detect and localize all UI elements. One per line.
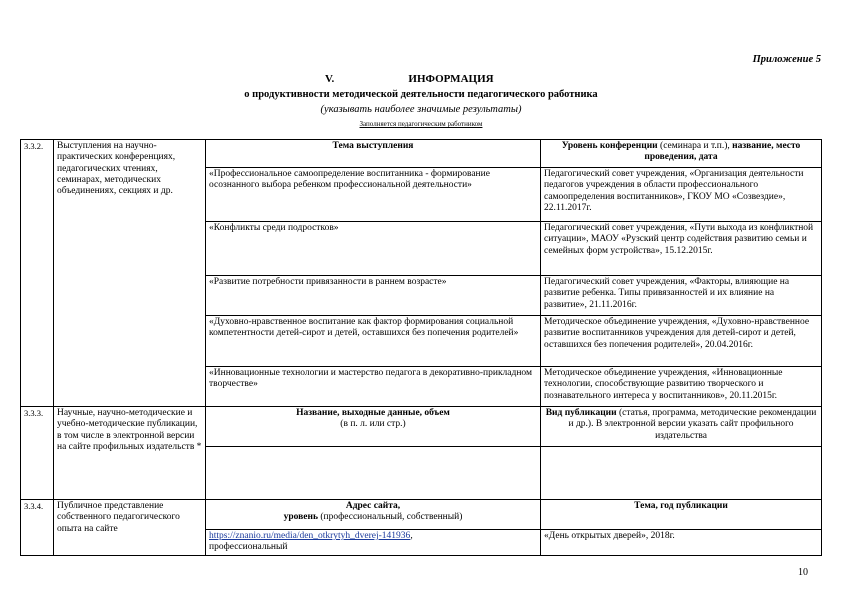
document-subtitle: о продуктивности методической деятельности педагогического работника — [244, 89, 598, 100]
fill-note: Заполняется педагогическим работником — [359, 120, 483, 128]
column-header-topic: Тема выступления — [206, 140, 541, 168]
empty-cell — [206, 447, 541, 500]
level-cell: Педагогический совет учреждения, «Пути выхода из конфликтной ситуации», МАОУ «Рузский центр содействия развитию семьи и семейных форм устройства», 15.12.2015г. — [541, 222, 822, 276]
level-cell: Методическое объединение учреждения, «Духовно-нравственное развитие воспитанников учреждения для детей-сирот и детей, оставшихся без попечения родителей», 20.04.2016г. — [541, 316, 822, 367]
topic-cell: «Развитие потребности привязанности в раннем возрасте» — [206, 276, 541, 316]
column-header-publication-title: Название, выходные данные, объем (в п. л. или стр.) — [206, 407, 541, 447]
page-number: 10 — [798, 567, 808, 578]
table-header-row — [21, 140, 822, 168]
title-text: ИНФОРМАЦИЯ — [408, 73, 494, 85]
level-cell: Методическое объединение учреждения, «Инновационные технологии, способствующие развитию творческого и познавательного интереса у воспитанников», 20.11.2015г. — [541, 367, 822, 407]
column-header-site-address: Адрес сайта, уровень (профессиональный, собственный) — [206, 500, 541, 530]
column-header-publication-type: Вид публикации (статья, программа, методические рекомендации и др.). В электронной версии указать сайт профильного издательства — [541, 407, 822, 447]
publication-topic-cell: «День открытых дверей», 2018г. — [541, 530, 822, 556]
column-header-level: Уровень конференции (семинара и т.п.), название, место проведения, дата — [541, 140, 822, 168]
topic-cell: «Духовно-нравственное воспитание как фактор формирования социальной компетентности детей-сирот и детей, оставшихся без попечения родителей» — [206, 316, 541, 367]
level-cell: Педагогический совет учреждения, «Факторы, влияющие на развитие ребенка. Типы привязанностей и их влияние на развитие», 21.11.2016г. — [541, 276, 822, 316]
results-note: (указывать наиболее значимые результаты) — [320, 104, 522, 115]
methodical-activity-table — [20, 139, 822, 556]
site-level: профессиональный — [209, 542, 288, 553]
category-333: Научные, научно-методические и учебно-методические публикации, в том числе в электронной версии на сайте профильных издательств * — [54, 407, 206, 500]
appendix-label: Приложение 5 — [752, 54, 821, 65]
section-num-334: 3.3.4. — [21, 500, 54, 556]
section-number: V. — [325, 73, 335, 85]
publications-header-row — [21, 407, 822, 447]
section-num-332: 3.3.2. — [21, 140, 54, 407]
category-334: Публичное представление собственного педагогического опыта на сайте — [54, 500, 206, 556]
section-num-333: 3.3.3. — [21, 407, 54, 500]
site-address-cell: https://znanio.ru/media/den_otkrytyh_dverej-141936, профессиональный — [206, 530, 541, 556]
website-header-row — [21, 500, 822, 530]
empty-cell — [541, 447, 822, 500]
topic-cell: «Профессиональное самоопределение воспитанника - формирование осознанного выбора ребенком профессиональной деятельности» — [206, 168, 541, 222]
level-cell: Педагогический совет учреждения, «Организация деятельности педагогов учреждения в области профессионального самоопределения воспитанников», ГКОУ МО «Созвездие», 22.11.2017г. — [541, 168, 822, 222]
category-332: Выступления на научно-практических конференциях, педагогических чтениях, семинарах, методических объединениях, секциях и др. — [54, 140, 206, 407]
topic-cell: «Инновационные технологии и мастерство педагога в декоративно-прикладном творчестве» — [206, 367, 541, 407]
document-title — [0, 73, 842, 85]
site-link[interactable]: https://znanio.ru/media/den_otkrytyh_dverej-141936 — [209, 531, 411, 541]
topic-cell: «Конфликты среди подростков» — [206, 222, 541, 276]
column-header-publication-topic: Тема, год публикации — [541, 500, 822, 530]
